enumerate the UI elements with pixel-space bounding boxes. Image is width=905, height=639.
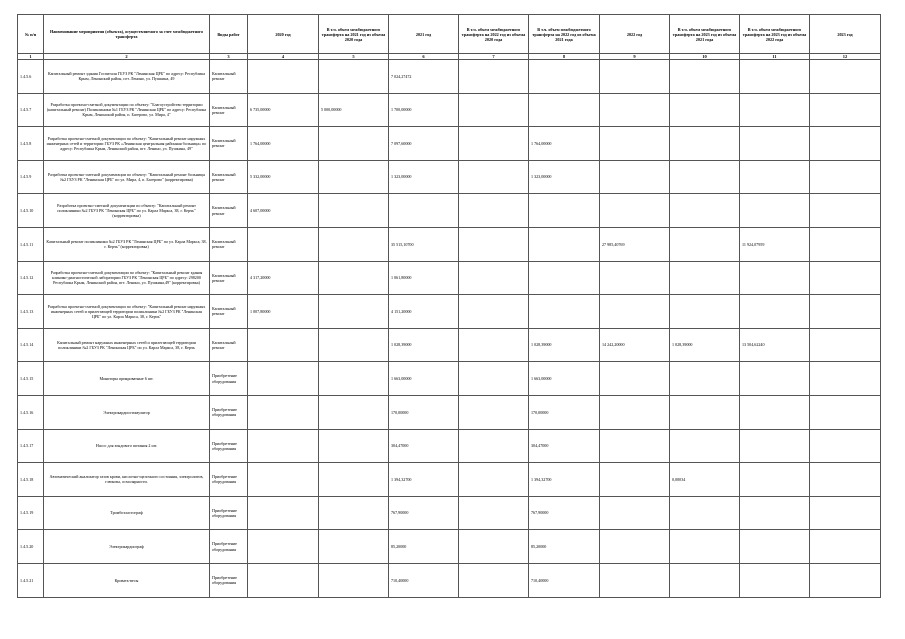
col-number: 8 bbox=[529, 54, 600, 60]
value-2021-from-2020 bbox=[319, 328, 389, 362]
col-number: 6 bbox=[389, 54, 459, 60]
value-2021-from-2020 bbox=[319, 194, 389, 228]
value-2021-from-2020: 5 000,00000 bbox=[319, 93, 389, 127]
value-2023 bbox=[810, 261, 881, 295]
row-number: 1.4.5.19 bbox=[18, 496, 44, 530]
table-row bbox=[18, 463, 881, 497]
col-number: 1 bbox=[18, 54, 44, 60]
col-number: 3 bbox=[210, 54, 248, 60]
value-2023-from-2021 bbox=[670, 127, 740, 161]
value-2021: 7 024,27472 bbox=[389, 60, 459, 94]
col-number: 11 bbox=[740, 54, 810, 60]
header-2020: 2020 год bbox=[248, 15, 319, 54]
value-2021-from-2020 bbox=[319, 563, 389, 597]
value-2022-from-2020 bbox=[459, 429, 529, 463]
value-2022 bbox=[600, 362, 670, 396]
value-2021-from-2020 bbox=[319, 227, 389, 261]
row-work-type: Приобретение оборудования bbox=[210, 395, 248, 429]
value-2020 bbox=[248, 429, 319, 463]
value-2022 bbox=[600, 261, 670, 295]
row-number: 1.4.5.17 bbox=[18, 429, 44, 463]
value-2022-from-2020 bbox=[459, 328, 529, 362]
row-name: Тромбоэластограф bbox=[44, 496, 210, 530]
value-2023 bbox=[810, 328, 881, 362]
value-2023-from-2022 bbox=[740, 261, 810, 295]
value-2021-from-2020 bbox=[319, 261, 389, 295]
value-2020 bbox=[248, 395, 319, 429]
value-2022-from-2021 bbox=[529, 295, 600, 329]
header-num: № п/п bbox=[18, 15, 44, 54]
value-2021-from-2020 bbox=[319, 160, 389, 194]
header-2023-from-2021: В т.ч. объем межбюджетного трансферта на 2023 год из объема 2021 года bbox=[670, 15, 740, 54]
table-body bbox=[18, 60, 881, 598]
value-2021: 710,40000 bbox=[389, 563, 459, 597]
value-2021: 85,20000 bbox=[389, 530, 459, 564]
value-2020 bbox=[248, 530, 319, 564]
value-2021: 1 061,80000 bbox=[389, 261, 459, 295]
value-2021: 7 097,60000 bbox=[389, 127, 459, 161]
value-2022 bbox=[600, 60, 670, 94]
value-2023-from-2021 bbox=[670, 530, 740, 564]
value-2022 bbox=[600, 295, 670, 329]
value-2022-from-2021: 1 028,39000 bbox=[529, 328, 600, 362]
value-2023-from-2022 bbox=[740, 127, 810, 161]
row-work-type: Приобретение оборудования bbox=[210, 530, 248, 564]
value-2022 bbox=[600, 127, 670, 161]
row-work-type: Приобретение оборудования bbox=[210, 463, 248, 497]
value-2022-from-2020 bbox=[459, 261, 529, 295]
header-name: Наименование мероприятия (объекта), осуществляемого за счет межбюджетного трансферта bbox=[44, 15, 210, 54]
value-2023 bbox=[810, 362, 881, 396]
value-2022-from-2020 bbox=[459, 496, 529, 530]
row-name: Разработка проектно-сметной документации по объекту: "Капитальный ремонт здания клинико-диагностической лаборатории ГБУЗ РК "Ленинская ЦРБ" по адресу: 298200 Республика Крым, Ленинский район, пгт. Ленино, ул. Пушкина,49" (корректировка) bbox=[44, 261, 210, 295]
value-2021: 1 700,00000 bbox=[389, 93, 459, 127]
row-number: 1.4.5.11 bbox=[18, 227, 44, 261]
row-work-type: Капитальный ремонт bbox=[210, 261, 248, 295]
value-2021: 304,47000 bbox=[389, 429, 459, 463]
value-2023-from-2021 bbox=[670, 496, 740, 530]
row-name: Электрокардиостимулятор bbox=[44, 395, 210, 429]
value-2023-from-2022 bbox=[740, 362, 810, 396]
value-2020 bbox=[248, 60, 319, 94]
value-2022: 14 242,20000 bbox=[600, 328, 670, 362]
value-2020: 6 735,00000 bbox=[248, 93, 319, 127]
value-2023-from-2021 bbox=[670, 429, 740, 463]
value-2022 bbox=[600, 530, 670, 564]
value-2023-from-2021 bbox=[670, 563, 740, 597]
value-2023-from-2022 bbox=[740, 160, 810, 194]
value-2022-from-2020 bbox=[459, 194, 529, 228]
document-page bbox=[17, 14, 880, 598]
value-2023-from-2021 bbox=[670, 160, 740, 194]
value-2023-from-2021 bbox=[670, 60, 740, 94]
value-2022-from-2020 bbox=[459, 227, 529, 261]
row-name: Автоматический анализатор газов крови, кислотно-щелочного состояния, электролитов, глюкозы, осмолярности. bbox=[44, 463, 210, 497]
value-2020: 1 007,80000 bbox=[248, 295, 319, 329]
value-2023 bbox=[810, 395, 881, 429]
row-name: Разработка проектно-сметной документации по объекту: "Капитальный ремонт наружных инженерных сетей и прилегающей территории поликлиники №2 ГБУЗ РК "Ленинская ЦРБ" по ул. Карла Маркса, 38, г. Керчь" bbox=[44, 295, 210, 329]
value-2023-from-2021 bbox=[670, 295, 740, 329]
row-name: Мониторы прикроватные 6 шт. bbox=[44, 362, 210, 396]
value-2021-from-2020 bbox=[319, 60, 389, 94]
value-2022-from-2021 bbox=[529, 261, 600, 295]
value-2022-from-2021: 170,00000 bbox=[529, 395, 600, 429]
value-2021-from-2020 bbox=[319, 429, 389, 463]
row-number: 1.4.5.9 bbox=[18, 160, 44, 194]
value-2022-from-2020 bbox=[459, 362, 529, 396]
col-number: 10 bbox=[670, 54, 740, 60]
value-2022-from-2021: 1 394,32700 bbox=[529, 463, 600, 497]
col-number: 2 bbox=[44, 54, 210, 60]
value-2021: 1 323,00000 bbox=[389, 160, 459, 194]
table-row bbox=[18, 362, 881, 396]
value-2023-from-2021 bbox=[670, 227, 740, 261]
col-number: 4 bbox=[248, 54, 319, 60]
value-2020 bbox=[248, 328, 319, 362]
value-2022 bbox=[600, 395, 670, 429]
value-2023 bbox=[810, 227, 881, 261]
row-work-type: Капитальный ремонт bbox=[210, 328, 248, 362]
row-work-type: Капитальный ремонт bbox=[210, 194, 248, 228]
row-work-type: Приобретение оборудования bbox=[210, 429, 248, 463]
value-2020 bbox=[248, 496, 319, 530]
header-row bbox=[18, 15, 881, 54]
value-2023-from-2022 bbox=[740, 395, 810, 429]
value-2021: 767,90000 bbox=[389, 496, 459, 530]
row-name: Разработка проектно-сметной документации по объекту: "Благоустройство территории (капитальный ремонт) Поликлиники №1 ГБУЗ РК "Ленинская ЦРБ" по адресу: Республика Крым, Ленинский район, п. Багерово, ул. Мира, 4" bbox=[44, 93, 210, 127]
header-2022-from-2020: В т.ч. объем межбюджетного трансферта на 2022 год из объема 2020 года bbox=[459, 15, 529, 54]
value-2022-from-2020 bbox=[459, 127, 529, 161]
value-2021-from-2020 bbox=[319, 530, 389, 564]
row-work-type: Приобретение оборудования bbox=[210, 362, 248, 396]
table-row bbox=[18, 563, 881, 597]
row-number: 1.4.5.12 bbox=[18, 261, 44, 295]
value-2023-from-2022 bbox=[740, 463, 810, 497]
value-2023-from-2022: 11 924,07959 bbox=[740, 227, 810, 261]
header-2022-from-2021: В т.ч. объем межбюджетного трансферта на 2022 год из объема 2021 года bbox=[529, 15, 600, 54]
value-2021: 170,00000 bbox=[389, 395, 459, 429]
value-2022-from-2021: 1 663,00000 bbox=[529, 362, 600, 396]
value-2020 bbox=[248, 362, 319, 396]
row-name: Капитальный ремонт поликлиники №2 ГБУЗ РК "Ленинская ЦРБ" по ул. Карла Маркса, 38, г. Керчь" (корректировка) bbox=[44, 227, 210, 261]
row-number: 1.4.5.8 bbox=[18, 127, 44, 161]
value-2022 bbox=[600, 429, 670, 463]
value-2023-from-2022 bbox=[740, 194, 810, 228]
header-type: Виды работ bbox=[210, 15, 248, 54]
row-number: 1.4.5.18 bbox=[18, 463, 44, 497]
value-2020 bbox=[248, 227, 319, 261]
col-number: 12 bbox=[810, 54, 881, 60]
value-2023-from-2021: 0,00034 bbox=[670, 463, 740, 497]
value-2023-from-2021 bbox=[670, 362, 740, 396]
row-name: Разработка проектно-сметной документации по объекту: "Капитальный ремонт поликлиники №2 ГБУЗ РК "Ленинская ЦРБ" по ул. Карла Маркса, 38, г. Керчь" (корректировка) bbox=[44, 194, 210, 228]
value-2022-from-2021 bbox=[529, 194, 600, 228]
row-number: 1.4.5.20 bbox=[18, 530, 44, 564]
row-name: Разработка проектно-сметной документации по объекту: "Капитальный ремонт наружных инженерных сетей и территории ГБУЗ РК «Ленинская центральная районная больница» по адресу: Республика Крым, Ленинский район, пгт. Ленино, ул. Пушкина, 49" bbox=[44, 127, 210, 161]
row-name: Насос для зондового питания 2 шт. bbox=[44, 429, 210, 463]
value-2022-from-2021 bbox=[529, 93, 600, 127]
value-2020 bbox=[248, 563, 319, 597]
value-2022-from-2020 bbox=[459, 160, 529, 194]
value-2023 bbox=[810, 60, 881, 94]
header-2022: 2022 год bbox=[600, 15, 670, 54]
table-row bbox=[18, 127, 881, 161]
value-2023-from-2022 bbox=[740, 295, 810, 329]
table-row bbox=[18, 429, 881, 463]
value-2022-from-2020 bbox=[459, 530, 529, 564]
value-2022: 27 985,40769 bbox=[600, 227, 670, 261]
value-2023-from-2022 bbox=[740, 563, 810, 597]
value-2020: 4 607,00000 bbox=[248, 194, 319, 228]
row-work-type: Приобретение оборудования bbox=[210, 496, 248, 530]
table-row bbox=[18, 295, 881, 329]
row-name: Электрокардиограф bbox=[44, 530, 210, 564]
table-row bbox=[18, 496, 881, 530]
value-2021-from-2020 bbox=[319, 295, 389, 329]
value-2023 bbox=[810, 530, 881, 564]
table-row bbox=[18, 93, 881, 127]
value-2021: 1 028,39000 bbox=[389, 328, 459, 362]
row-name: Разработка проектно-сметной документации по объекту: "Капитальный ремонт больницы №2 ГБУЗ РК "Ленинская ЦРБ" по ул. Мира, 4, п. Багерово" (корректировка) bbox=[44, 160, 210, 194]
value-2021-from-2020 bbox=[319, 395, 389, 429]
header-2023: 2023 год bbox=[810, 15, 881, 54]
value-2021: 35 515,10700 bbox=[389, 227, 459, 261]
row-number: 1.4.5.14 bbox=[18, 328, 44, 362]
value-2023-from-2022 bbox=[740, 496, 810, 530]
header-2021-from-2020: В т.ч. объем межбюджетного трансферта на 2021 год из объема 2020 года bbox=[319, 15, 389, 54]
value-2023-from-2021 bbox=[670, 395, 740, 429]
table-row bbox=[18, 60, 881, 94]
row-work-type: Капитальный ремонт bbox=[210, 227, 248, 261]
value-2021-from-2020 bbox=[319, 463, 389, 497]
table-row bbox=[18, 261, 881, 295]
budget-table bbox=[17, 14, 881, 598]
value-2020 bbox=[248, 463, 319, 497]
value-2021-from-2020 bbox=[319, 127, 389, 161]
value-2022-from-2020 bbox=[459, 463, 529, 497]
value-2022-from-2021: 85,20000 bbox=[529, 530, 600, 564]
value-2022-from-2020 bbox=[459, 395, 529, 429]
value-2023-from-2021: 1 028,39000 bbox=[670, 328, 740, 362]
col-number: 9 bbox=[600, 54, 670, 60]
row-number: 1.4.5.15 bbox=[18, 362, 44, 396]
value-2022-from-2021 bbox=[529, 60, 600, 94]
value-2022-from-2020 bbox=[459, 295, 529, 329]
row-name: Капитальный ремонт здания Госпиталя ГБУЗ РК "Ленинская ЦРБ" по адресу: Республика Крым, Ленинский район, пгт. Ленино, ул. Пушкина, 49 bbox=[44, 60, 210, 94]
value-2020: 4 317,20000 bbox=[248, 261, 319, 295]
value-2022-from-2021: 710,40000 bbox=[529, 563, 600, 597]
table-row bbox=[18, 328, 881, 362]
value-2023 bbox=[810, 563, 881, 597]
value-2023 bbox=[810, 295, 881, 329]
value-2020: 5 332,00000 bbox=[248, 160, 319, 194]
value-2022-from-2020 bbox=[459, 563, 529, 597]
col-number: 7 bbox=[459, 54, 529, 60]
value-2021-from-2020 bbox=[319, 496, 389, 530]
value-2022 bbox=[600, 496, 670, 530]
value-2023-from-2022: 13 504,62240 bbox=[740, 328, 810, 362]
value-2020: 1 764,00000 bbox=[248, 127, 319, 161]
value-2021 bbox=[389, 194, 459, 228]
value-2022-from-2021: 767,90000 bbox=[529, 496, 600, 530]
table-row bbox=[18, 227, 881, 261]
value-2022 bbox=[600, 563, 670, 597]
value-2023 bbox=[810, 127, 881, 161]
value-2023 bbox=[810, 463, 881, 497]
header-2021: 2021 год bbox=[389, 15, 459, 54]
value-2023 bbox=[810, 496, 881, 530]
row-number: 1.4.5.7 bbox=[18, 93, 44, 127]
value-2022-from-2020 bbox=[459, 93, 529, 127]
value-2023-from-2021 bbox=[670, 261, 740, 295]
row-work-type: Капитальный ремонт bbox=[210, 127, 248, 161]
value-2022 bbox=[600, 160, 670, 194]
value-2022 bbox=[600, 194, 670, 228]
value-2023 bbox=[810, 194, 881, 228]
row-name: Кровать-весы bbox=[44, 563, 210, 597]
value-2022-from-2021: 1 764,00000 bbox=[529, 127, 600, 161]
row-work-type: Капитальный ремонт bbox=[210, 160, 248, 194]
value-2022-from-2021: 304,47000 bbox=[529, 429, 600, 463]
value-2022-from-2021: 1 323,00000 bbox=[529, 160, 600, 194]
value-2021-from-2020 bbox=[319, 362, 389, 396]
value-2022 bbox=[600, 93, 670, 127]
header-2023-from-2022: В т.ч. объем межбюджетного трансферта на 2023 год из объема 2022 года bbox=[740, 15, 810, 54]
value-2023-from-2022 bbox=[740, 60, 810, 94]
value-2022-from-2021 bbox=[529, 227, 600, 261]
row-number: 1.4.5.13 bbox=[18, 295, 44, 329]
row-name: Капитальный ремонт наружных инженерных сетей и прилегающей территории поликлиники №2 ГБУЗ РК "Ленинская ЦРБ" по ул. Карла Маркса, 38, г. Керчь bbox=[44, 328, 210, 362]
col-number: 5 bbox=[319, 54, 389, 60]
row-work-type: Капитальный ремонт bbox=[210, 93, 248, 127]
table-row bbox=[18, 194, 881, 228]
value-2022 bbox=[600, 463, 670, 497]
row-number: 1.4.5.6 bbox=[18, 60, 44, 94]
row-number: 1.4.5.10 bbox=[18, 194, 44, 228]
row-work-type: Капитальный ремонт bbox=[210, 295, 248, 329]
row-number: 1.4.5.21 bbox=[18, 563, 44, 597]
row-work-type: Приобретение оборудования bbox=[210, 563, 248, 597]
value-2021: 1 394,32700 bbox=[389, 463, 459, 497]
value-2023 bbox=[810, 160, 881, 194]
row-number: 1.4.5.16 bbox=[18, 395, 44, 429]
value-2022-from-2020 bbox=[459, 60, 529, 94]
value-2023 bbox=[810, 93, 881, 127]
value-2023-from-2021 bbox=[670, 93, 740, 127]
table-row bbox=[18, 530, 881, 564]
value-2023 bbox=[810, 429, 881, 463]
row-work-type: Капитальный ремонт bbox=[210, 60, 248, 94]
value-2023-from-2022 bbox=[740, 93, 810, 127]
table-row bbox=[18, 160, 881, 194]
value-2023-from-2022 bbox=[740, 530, 810, 564]
value-2021: 1 663,00000 bbox=[389, 362, 459, 396]
table-row bbox=[18, 395, 881, 429]
value-2023-from-2022 bbox=[740, 429, 810, 463]
value-2023-from-2021 bbox=[670, 194, 740, 228]
value-2021: 4 151,20000 bbox=[389, 295, 459, 329]
